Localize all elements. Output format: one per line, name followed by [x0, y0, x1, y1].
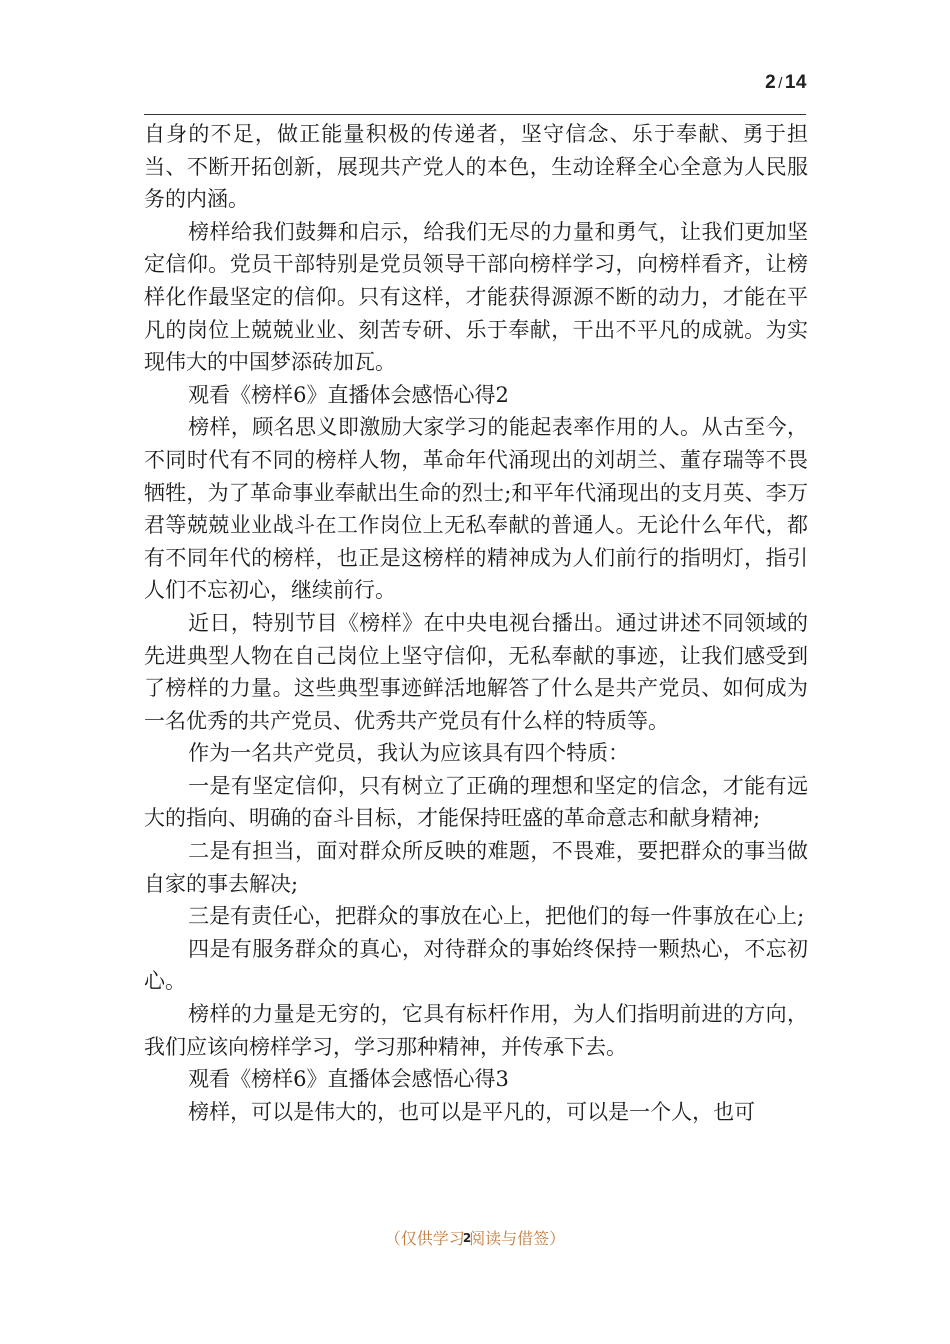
- paragraph-continuation: 自身的不足，做正能量积极的传递者，坚守信念、乐于奉献、勇于担当、不断开拓创新，展现共产党人的本色，生动诠释全心全意为人民服务的内涵。: [144, 122, 808, 212]
- footer-text-before: （仅供学习: [384, 1229, 465, 1248]
- footer-text-after: 阅读与借签）: [469, 1229, 566, 1248]
- footer-page-number: 2: [462, 1231, 472, 1245]
- paragraph: 榜样给我们鼓舞和启示，给我们无尽的力量和勇气，让我们更加坚定信仰。党员干部特别是党员领导干部向榜样学习，向榜样看齐，让榜样化作最坚定的信仰。只有这样，才能获得源源不断的动力，才能在平凡的岗位上兢兢业业、刻苦专研、乐于奉献，干出不平凡的成就。为实现伟大的中国梦添砖加瓦。: [144, 219, 808, 375]
- paragraph: 作为一名共产党员，我认为应该具有四个特质：: [188, 741, 630, 766]
- section-heading: 观看《榜样6》直播体会感悟心得2: [188, 382, 509, 407]
- paragraph: 榜样，可以是伟大的，也可以是平凡的，可以是一个人，也可: [188, 1099, 756, 1124]
- paragraph: 榜样，顾名思义即激励大家学习的能起表率作用的人。从古至今，不同时代有不同的榜样人物，革命年代涌现出的刘胡兰、董存瑞等不畏牺牲，为了革命事业奉献出生命的烈士;和平年代涌现出的支月英、李万君等兢兢业业战斗在工作岗位上无私奉献的普通人。无论什么年代，都有不同年代的榜样，也正是这榜样的精神成为人们前行的指明灯，指引人们不忘初心，继续前行。: [144, 415, 808, 603]
- total-pages: 14: [784, 72, 807, 93]
- paragraph: 榜样的力量是无穷的，它具有标杆作用，为人们指明前进的方向，我们应该向榜样学习，学习那种精神，并传承下去。: [144, 1002, 808, 1059]
- list-item: 二是有担当，面对群众所反映的难题，不畏难，要把群众的事当做自家的事去解决;: [144, 839, 808, 896]
- header-rule: [144, 114, 806, 115]
- list-item: 一是有坚定信仰，只有树立了正确的理想和坚定的信念，才能有远大的指向、明确的奋斗目标，才能保持旺盛的革命意志和献身精神;: [144, 773, 808, 831]
- page-separator: /: [778, 75, 783, 92]
- current-page: 2: [765, 72, 777, 93]
- list-item: 四是有服务群众的真心，对待群众的事始终保持一颗热心，不忘初心。: [144, 936, 808, 994]
- list-item: 三是有责任心，把群众的事放在心上，把他们的每一件事放在心上;: [188, 904, 805, 929]
- section-heading: 观看《榜样6》直播体会感悟心得3: [188, 1067, 509, 1092]
- document-body: [144, 118, 808, 1128]
- paragraph: 近日，特别节目《榜样》在中央电视台播出。通过讲述不同领域的先进典型人物在自己岗位上坚守信仰，无私奉献的事迹，让我们感受到了榜样的力量。这些典型事迹鲜活地解答了什么是共产党员、如何成为一名优秀的共产党员、优秀共产党员有什么样的特质等。: [144, 610, 808, 733]
- page-number: [765, 72, 807, 94]
- footer-note: [0, 1226, 950, 1249]
